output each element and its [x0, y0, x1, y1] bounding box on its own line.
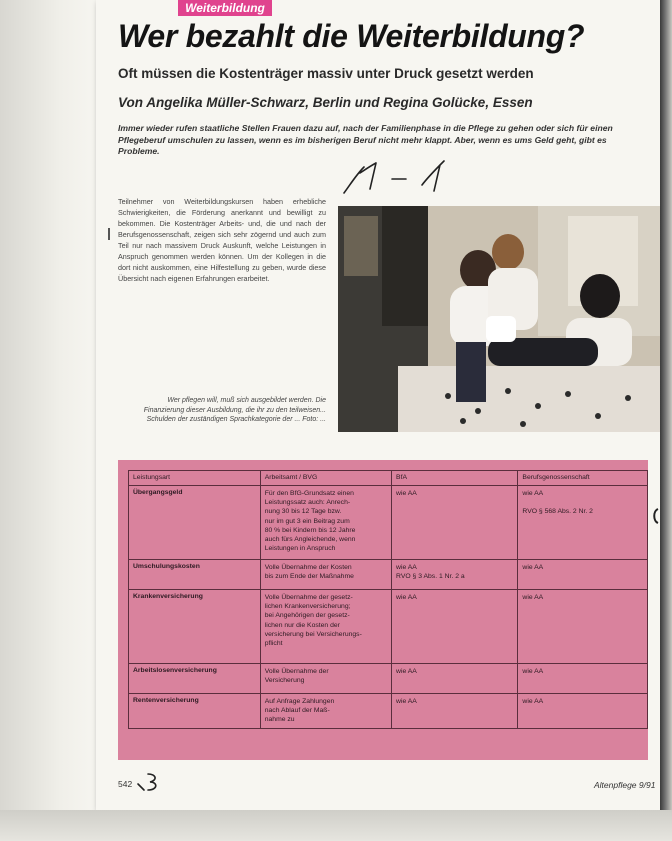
scan-edge	[0, 0, 100, 841]
table-cell: wie AA	[518, 560, 648, 590]
scan-bottom-edge	[0, 810, 672, 841]
table-cell: wie AA	[392, 486, 518, 560]
table-cell: Für den BfG-Grundsatz einen Leistungssatz auch: Anrech- nung 30 bis 12 Tage bzw. nur im gut 3 ein Beitrag zum 80 % bei Kindern bis 12 Jahre auch fürs Angleichende, wenn Leistungen in Anspruch	[260, 486, 391, 560]
table-cell: wie AA	[392, 694, 518, 729]
table-cell: Rentenversicherung	[129, 694, 261, 729]
table-row	[129, 694, 648, 729]
article-body: Teilnehmer von Weiterbildungskursen haben erhebliche Schwierigkeiten, die Förderung anerkannt und bewilligt zu bekommen. Die Kostenträger Arbeits- und, die und nach der Berufsgenossenschaft, zeigen sich sehr zögernd und auch zum Teil nur nach massivem Druck Auskunft, welche Leistungen in Anspruch genommen werden können. Um der Kollegen in die dort nicht auskommen, eine Hilfestellung zu geben, wurde diese Übersicht nach eigenen Erfahrungen erarbeitet.	[118, 197, 326, 283]
table-cell: wie AA	[392, 590, 518, 664]
table-cell: Umschulungskosten	[129, 560, 261, 590]
table-row	[129, 590, 648, 664]
table-header-row	[129, 471, 648, 486]
page-number: 542	[118, 779, 133, 789]
book-gutter	[660, 0, 672, 841]
article-subtitle: Oft müssen die Kostenträger massiv unter Druck gesetzt werden	[118, 66, 534, 81]
table-cell: Volle Übernahme der Versicherung	[260, 664, 391, 694]
margin-bracket	[650, 508, 660, 524]
table-header-cell: Leistungsart	[129, 471, 261, 486]
table-cell: wie AA RVO § 3 Abs. 1 Nr. 2 a	[392, 560, 518, 590]
table-cell: wie AA	[518, 664, 648, 694]
table-cell: Arbeitslosenversicherung	[129, 664, 261, 694]
table-cell: wie AA RVO § 568 Abs. 2 Nr. 2	[518, 486, 648, 560]
table-row	[129, 560, 648, 590]
table-row	[129, 486, 648, 560]
handwritten-tick	[136, 770, 166, 792]
table-row	[129, 664, 648, 694]
photo-caption: Wer pflegen will, muß sich ausgebildet werden. Die Finanzierung dieser Ausbildung, die ihr zu den teilweisen... Schulden der zuständigen Sprachkategorie der ... Foto: ...	[143, 397, 326, 423]
table-cell: Volle Übernahme der Kosten bis zum Ende der Maßnahme	[260, 560, 391, 590]
article-title: Wer bezahlt die Weiterbildung?	[118, 18, 585, 54]
table-cell: wie AA	[392, 664, 518, 694]
section-tab: Weiterbildung	[178, 0, 272, 16]
handwritten-annotation	[336, 155, 466, 197]
table-cell: Krankenversicherung	[129, 590, 261, 664]
article-intro: Immer wieder rufen staatliche Stellen Frauen dazu auf, nach der Familienphase in die Pflege zu gehen oder sich für einen Pflegeberuf umschulen zu lassen, wenn es im bisherigen Beruf nicht mehr klappt. Aber, wenn es ums Geld geht, gibt es Probleme.	[118, 123, 613, 156]
table-cell: Übergangsgeld	[129, 486, 261, 560]
table-header-cell: BfA	[392, 471, 518, 486]
table-cell: Volle Übernahme der gesetz- lichen Krankenversicherung; bei Angehörigen der gesetz- lichen nur die Kosten der versicherung bei Versicherungs- pflicht	[260, 590, 391, 664]
journal-issue: Altenpflege 9/91	[594, 780, 656, 790]
benefits-table	[128, 470, 648, 729]
table-header-cell: Arbeitsamt / BVG	[260, 471, 391, 486]
table-cell: wie AA	[518, 590, 648, 664]
margin-mark	[108, 228, 110, 240]
table-cell: wie AA	[518, 694, 648, 729]
table-cell: Auf Anfrage Zahlungen nach Ablauf der Maß- nahme zu	[260, 694, 391, 729]
article-photo	[338, 206, 660, 432]
table-header-cell: Berufsgenossenschaft	[518, 471, 648, 486]
article-authors: Von Angelika Müller-Schwarz, Berlin und Regina Golücke, Essen	[118, 95, 533, 110]
